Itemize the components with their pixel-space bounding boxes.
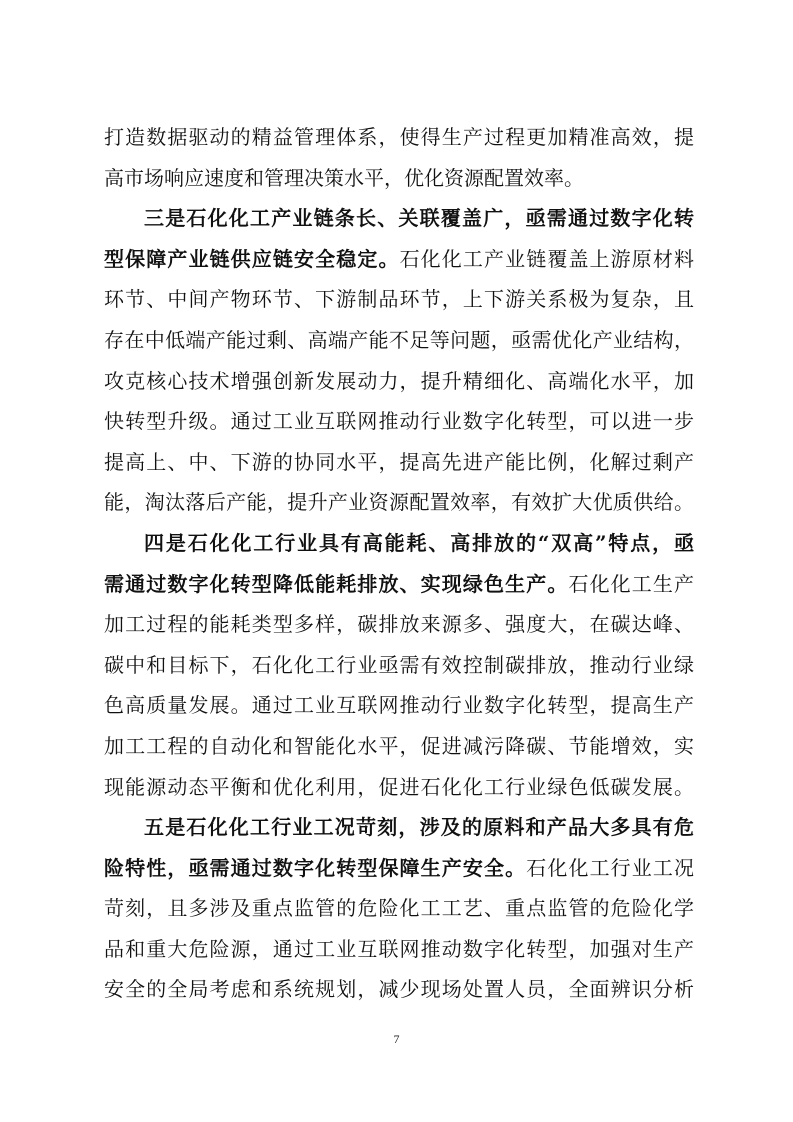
paragraph-heading-line [104,848,694,889]
paragraph-heading-line [104,239,694,280]
text-run: 安全的全局考虑和系统规划，减少现场处置人员，全面辨识分析 [104,977,694,1002]
paragraph-heading-line [104,807,694,848]
text-line [104,442,694,483]
bold-text-run: 三是石化化工产业链条长、关联覆盖广，亟需通过数字化转 [144,206,694,231]
text-run: 碳中和目标下，石化化工行业亟需有效控制碳排放，推动行业绿 [104,652,694,677]
text-run: 品和重大危险源，通过工业互联网推动数字化转型，加强对生产 [104,936,694,961]
text-line [104,158,694,199]
text-run: 现能源动态平衡和优化利用，促进石化化工行业绿色低碳发展。 [104,774,694,799]
bold-text-run: 四是石化化工行业具有高能耗、高排放的“双高”特点，亟 [144,530,694,555]
text-run: 环节、中间产物环节、下游制品环节，上下游关系极为复杂，且 [104,287,694,312]
text-line [104,117,694,158]
bold-text-run: 需通过数字化转型降低能耗排放、实现绿色生产。 [104,571,569,596]
text-run: 快转型升级。通过工业互联网推动行业数字化转型，可以进一步 [104,409,694,434]
text-line [104,685,694,726]
paragraph-heading-line [104,198,694,239]
text-run: 色高质量发展。通过工业互联网推动行业数字化转型，提高生产 [104,693,694,718]
text-line [104,482,694,523]
text-line [104,767,694,808]
text-line [104,969,694,1010]
text-run: 加工过程的能耗类型多样，碳排放来源多、强度大，在碳达峰、 [104,612,694,637]
paragraph-heading-line [104,523,694,564]
bold-text-run: 五是石化化工行业工况苛刻，涉及的原料和产品大多具有危 [144,815,694,840]
text-line [104,320,694,361]
text-run: 苛刻，且多涉及重点监管的危险化工工艺、重点监管的危险化学 [104,896,694,921]
text-line [104,929,694,970]
text-run: 加工工程的自动化和智能化水平，促进减污降碳、节能增效，实 [104,733,694,758]
text-run: 能，淘汰落后产能，提升产业资源配置效率，有效扩大优质供给。 [104,490,694,515]
text-run: 石化化工行业工况 [526,855,694,880]
text-line [104,401,694,442]
text-run: 高市场响应速度和管理决策水平，优化资源配置效率。 [104,165,584,190]
text-line [104,604,694,645]
bold-text-run: 型保障产业链供应链安全稳定。 [104,246,400,271]
bold-text-run: 险特性，亟需通过数字化转型保障生产安全。 [104,855,527,880]
text-line [104,645,694,686]
text-run: 攻克核心技术增强创新发展动力，提升精细化、高端化水平，加 [104,368,694,393]
text-run: 提高上、中、下游的协同水平，提高先进产能比例，化解过剩产 [104,449,694,474]
paragraph-heading-line [104,564,694,605]
text-line [104,361,694,402]
page-number: 7 [393,1032,400,1046]
text-line [104,888,694,929]
text-run: 石化化工生产 [568,571,694,596]
body-text [104,117,694,1010]
text-run: 打造数据驱动的精益管理体系，使得生产过程更加精准高效，提 [104,125,694,149]
text-line [104,726,694,767]
text-run: 石化化工产业链覆盖上游原材料 [399,246,694,271]
text-line [104,279,694,320]
text-run: 存在中低端产能过剩、高端产能不足等问题，亟需优化产业结构， [104,327,694,352]
